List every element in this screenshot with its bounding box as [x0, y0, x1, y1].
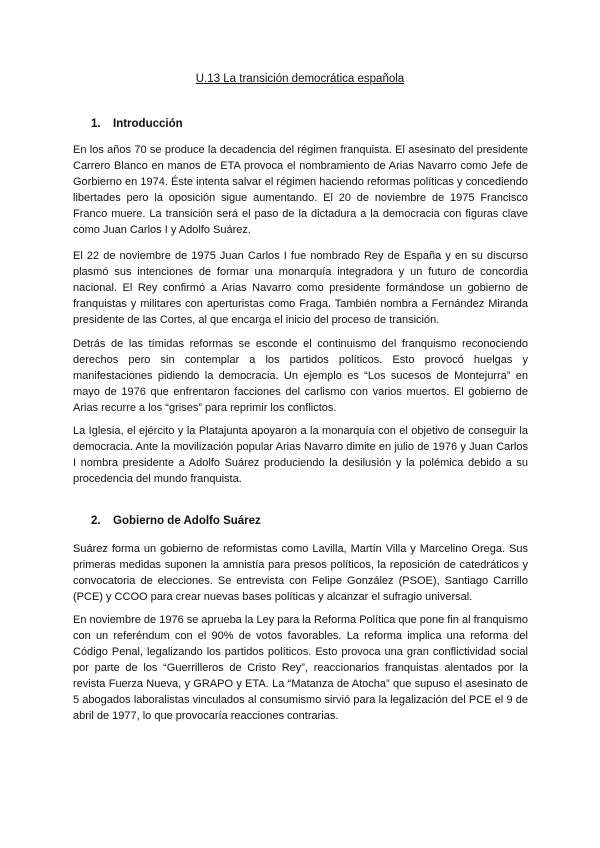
section-number: 1. [91, 118, 101, 130]
paragraph: En noviembre de 1976 se aprueba la Ley para la Reforma Política que pone fin al franquismo con un referéndum con el 90% de votos favorables. La reforma implica una reforma del Código Penal, legalizando los partidos políticos. Esto provoca una gran conflictividad social por parte de los “Guerrilleros de Cristo Rey”, reaccionarios franquistas alentados por la revista Fuerza Nueva, y GRAPO y ETA. La “Matanza de Atocha” que supuso el asesinato de 5 abogados laboralistas vinculados al consumismo sirvió para la legalización del PCE el 9 de abril de 1977, lo que provocaría reacciones contrarias. [73, 614, 528, 722]
paragraph: En los años 70 se produce la decadencia del régimen franquista. El asesinato del presidente Carrero Blanco en manos de ETA provoca el nombramiento de Arias Navarro como Jefe de Gorbierno en 1974. Éste intenta salvar el régimen haciendo reformas políticas y concediendo libertades pero la oposición sigue aumentando. El 20 de noviembre de 1975 Francisco Franco muere. La transición será el paso de la dictadura a la democracia con figuras clave como Juan Carlos I y Adolfo Suárez. [73, 144, 528, 236]
paragraph: Detrás de las tímidas reformas se esconde el continuismo del franquismo reconociendo derechos pero sin contemplar a los partidos políticos. Esto provocó huelgas y manifestaciones pidiendo la democracia. Un ejemplo es “Los sucesos de Montejurra” en mayo de 1976 que enfrentaron facciones del carlismo con varios muertos. El gobierno de Arias recurre a los “grises” para reprimir los conflictos. [73, 338, 528, 414]
document-title: U.13 La transición democrática española [195, 73, 405, 85]
section-title: Gobierno de Adolfo Suárez [113, 515, 261, 527]
paragraph: El 22 de noviembre de 1975 Juan Carlos I fue nombrado Rey de España y en su discurso plasmó sus intenciones de formar una monarquía integradora y un futuro de concordia nacional. El Rey confirmó a Arias Navarro como presidente formándose un gobierno de franquistas y militares con aperturistas como Fraga. También nombra a Fernández Miranda presidente de las Cortes, al que encarga el inicio del proceso de transición. [73, 250, 528, 326]
section-heading-introduccion [91, 118, 183, 130]
paragraph: Suárez forma un gobierno de reformistas como Lavilla, Martín Villa y Marcelino Orega. Sus primeras medidas suponen la amnistía para presos políticos, la reposición de catedráticos y convocatoria de elecciones. Se entrevista con Felipe González (PSOE), Santiago Carrillo (PCE) y CCOO para crear nuevas bases políticas y alcanzar el sufragio universal. [73, 543, 528, 603]
section-title: Introducción [113, 118, 183, 130]
paragraph: La Iglesia, el ejército y la Platajunta apoyaron a la monarquía con el objetivo de conseguir la democracia. Ante la movilización popular Arias Navarro dimite en julio de 1976 y Juan Carlos I nombra presidente a Adolfo Suárez produciendo la desilusión y la polémica debido a su procedencia del mundo franquista. [73, 425, 528, 485]
section-heading-gobierno-suarez [91, 515, 261, 527]
section-number: 2. [91, 515, 101, 527]
